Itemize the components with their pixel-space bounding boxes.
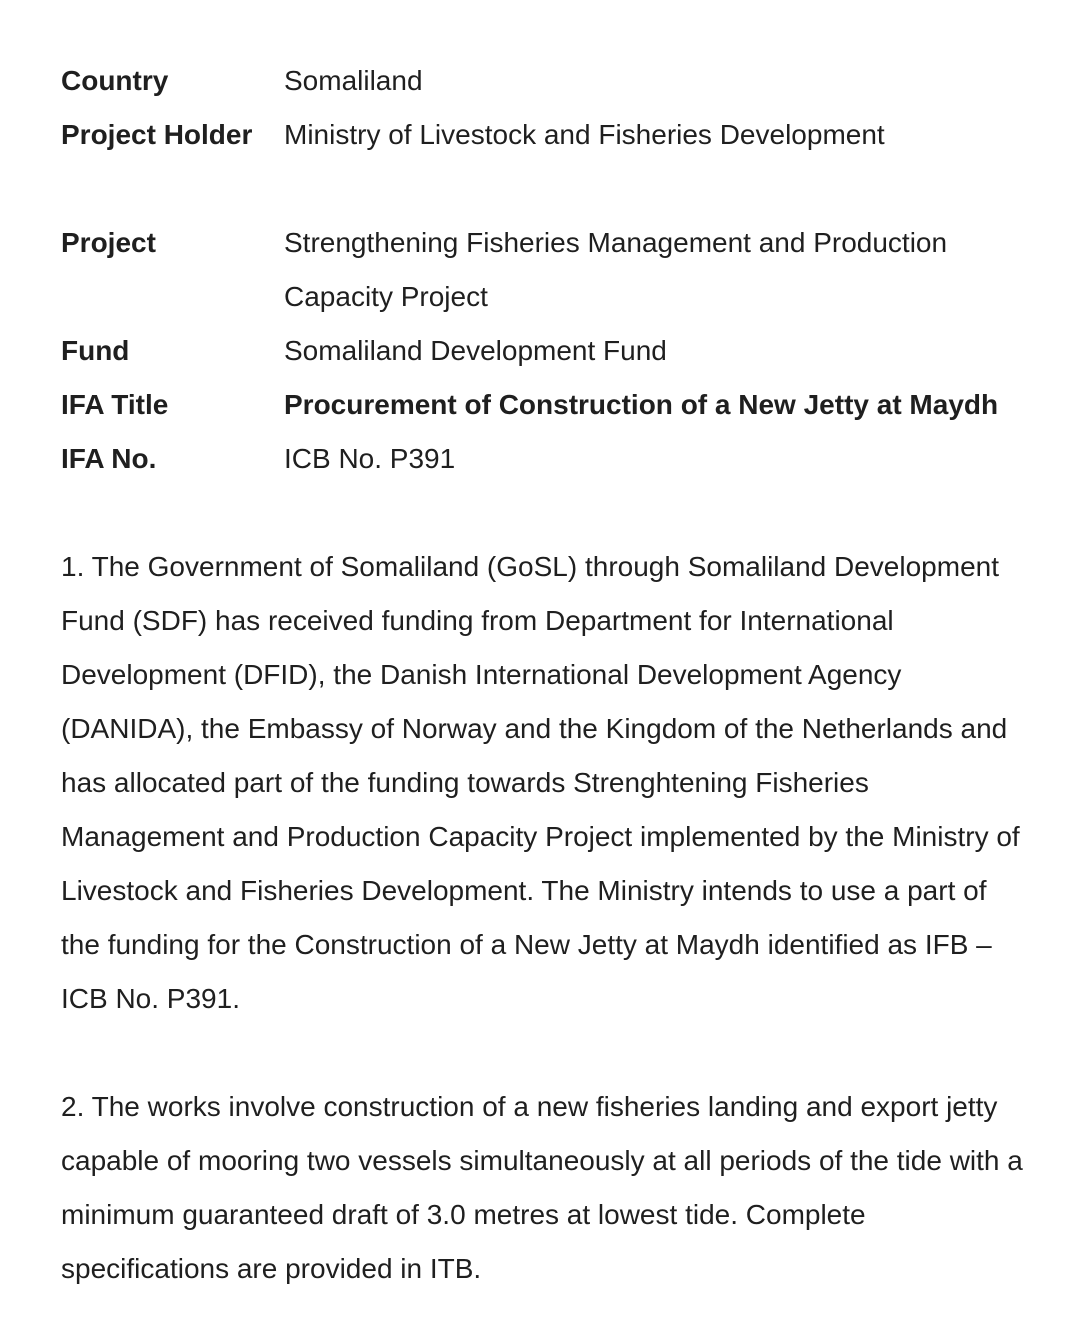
fund-row <box>61 324 1026 378</box>
country-row <box>61 54 1026 108</box>
spacer <box>61 486 1026 540</box>
project-value: Strengthening Fisheries Management and Production Capacity Project <box>284 227 948 312</box>
ifa-no-label: IFA No. <box>61 443 157 474</box>
paragraph-2: 2. The works involve construction of a new fisheries landing and export jetty capable of mooring two vessels simultaneously at all periods of the tide with a minimum guaranteed draft of 3.0 metres at lowest tide. Complete specifications are provided in ITB. <box>61 1091 1023 1284</box>
ifa-title-row <box>61 378 1026 432</box>
ifa-title-value: Procurement of Construction of a New Jetty at Maydh <box>284 389 999 420</box>
project-holder-label: Project Holder <box>61 119 253 150</box>
country-value: Somaliland <box>284 65 423 96</box>
spacer <box>61 162 1026 216</box>
project-holder-row <box>61 108 1026 162</box>
country-label: Country <box>61 65 169 96</box>
project-label: Project <box>61 227 156 258</box>
ifa-title-label: IFA Title <box>61 389 169 420</box>
paragraph-1: 1. The Government of Somaliland (GoSL) through Somaliland Development Fund (SDF) has received funding from Department for International Development (DFID), the Danish International Development Agency (DANIDA), the Embassy of Norway and the Kingdom of the Netherlands and has allocated part of the funding towards Strenghtening Fisheries Management and Production Capacity Project implemented by the Ministry of Livestock and Fisheries Development. The Ministry intends to use a part of the funding for the Construction of a New Jetty at Maydh identified as IFB – ICB No. P391. <box>61 551 1020 1014</box>
project-holder-value: Ministry of Livestock and Fisheries Development <box>284 119 885 150</box>
fund-label: Fund <box>61 335 130 366</box>
ifa-no-row <box>61 432 1026 486</box>
fund-value: Somaliland Development Fund <box>284 335 667 366</box>
procurement-notice <box>61 54 1026 1296</box>
project-row <box>61 216 1026 324</box>
ifa-no-value: ICB No. P391 <box>284 443 456 474</box>
spacer <box>61 1026 1026 1080</box>
